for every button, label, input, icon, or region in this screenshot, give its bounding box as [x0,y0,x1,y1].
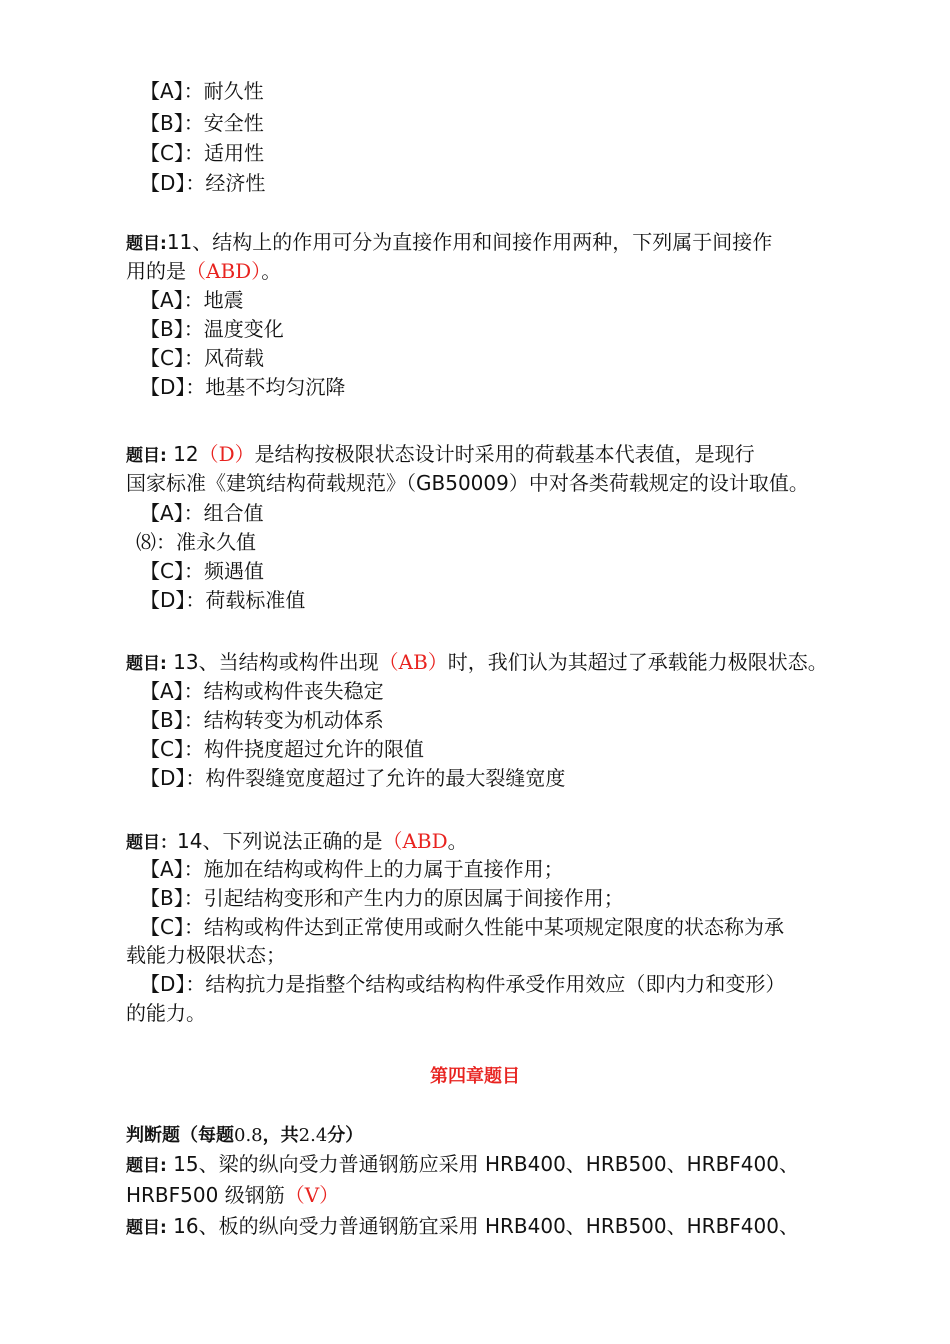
section-score-each: 0.8 [234,1125,263,1146]
q14-answer: （ABD [382,829,448,853]
q11-option-d: 【D】：地基不均匀沉降 [140,375,346,399]
q10-option-b: 【B】：安全性 [140,111,264,135]
question-label: 题目: [126,234,167,254]
q15-line1 [126,1151,799,1179]
q12-number: 12 [166,442,199,466]
q13-option-c: 【C】：构件挠度超过允许的限值 [140,737,424,761]
section-score-total: 2.4 [298,1125,328,1146]
q11-line1 [126,229,772,257]
q11-answer: （ABD） [186,259,262,283]
question-label: 题目: [126,1218,167,1238]
q13-answer: （AB） [378,650,448,674]
q12-option-d: 【D】：荷载标准值 [140,588,306,612]
q14-text: 14、下列说法正确的是 [177,829,383,853]
q12-option-b: ⑻：准永久值 [136,530,256,554]
section-title-end: 分） [327,1125,364,1146]
q10-option-a: 【A】：耐久性 [140,79,264,103]
q12-answer: （D） [198,442,255,466]
q14-option-c: 【C】：结构或构件达到正常使用或耐久性能中某项规定限度的状态称为承 [140,915,784,939]
q11-text-cont: 用的是 [126,259,186,283]
q14-option-a: 【A】：施加在结构或构件上的力属于直接作用； [140,857,564,881]
q15-line2 [126,1182,339,1208]
q14-line1 [126,828,468,856]
section-title [126,1123,363,1149]
section-title-mid: ，共 [262,1125,299,1146]
q13-text-cont: 时，我们认为其超过了承载能力极限状态。 [447,650,828,674]
q13-text: 13、当结构或构件出现 [166,650,379,674]
q11-option-c: 【C】：风荷载 [140,346,264,370]
q14-option-d-cont: 的能力。 [126,1001,206,1025]
question-label: 题目： [126,833,177,853]
q15-text: 15、梁的纵向受力普通钢筋应采用 HRB400、HRB500、HRBF400、 [166,1152,799,1176]
q11-text: 11、结构上的作用可分为直接作用和间接作用两种，下列属于间接作 [166,230,773,254]
q15-answer: （V） [284,1183,340,1207]
q14-option-d: 【D】：结构抗力是指整个结构或结构构件承受作用效应（即内力和变形） [140,972,786,996]
q12-text: 是结构按极限状态设计时采用的荷载基本代表值，是现行 [254,442,755,466]
q10-option-d: 【D】：经济性 [140,171,266,195]
q14-option-b: 【B】：引起结构变形和产生内力的原因属于间接作用； [140,886,624,910]
q13-option-a: 【A】：结构或构件丧失稳定 [140,679,384,703]
q15-text-cont: HRBF500 级钢筋 [126,1183,285,1207]
question-label: 题目: [126,654,167,674]
q16-text: 16、板的纵向受力普通钢筋宜采用 HRB400、HRB500、HRBF400、 [166,1214,799,1238]
q10-option-c: 【C】：适用性 [140,141,264,165]
q11-option-b: 【B】：温度变化 [140,317,284,341]
question-label: 题目: [126,446,167,466]
q13-line1 [126,649,828,677]
q14-option-c-cont: 载能力极限状态； [126,943,286,967]
q11-text-end: 。 [261,259,282,283]
q11-line2 [126,258,281,284]
q13-option-d: 【D】：构件裂缝宽度超过了允许的最大裂缝宽度 [140,766,566,790]
chapter-heading: 第四章题目 [430,1066,520,1087]
q12-line2: 国家标准《建筑结构荷载规范》（GB50009）中对各类荷载规定的设计取值。 [126,471,809,495]
q11-option-a: 【A】：地震 [140,288,244,312]
q12-line1 [126,441,755,469]
q16-line1 [126,1213,799,1241]
q13-option-b: 【B】：结构转变为机动体系 [140,708,384,732]
q14-text-end: 。 [447,829,468,853]
q12-option-c: 【C】：频遇值 [140,559,264,583]
question-label: 题目: [126,1156,167,1176]
q12-option-a: 【A】：组合值 [140,501,264,525]
section-title-text: 判断题（每题 [126,1125,234,1146]
